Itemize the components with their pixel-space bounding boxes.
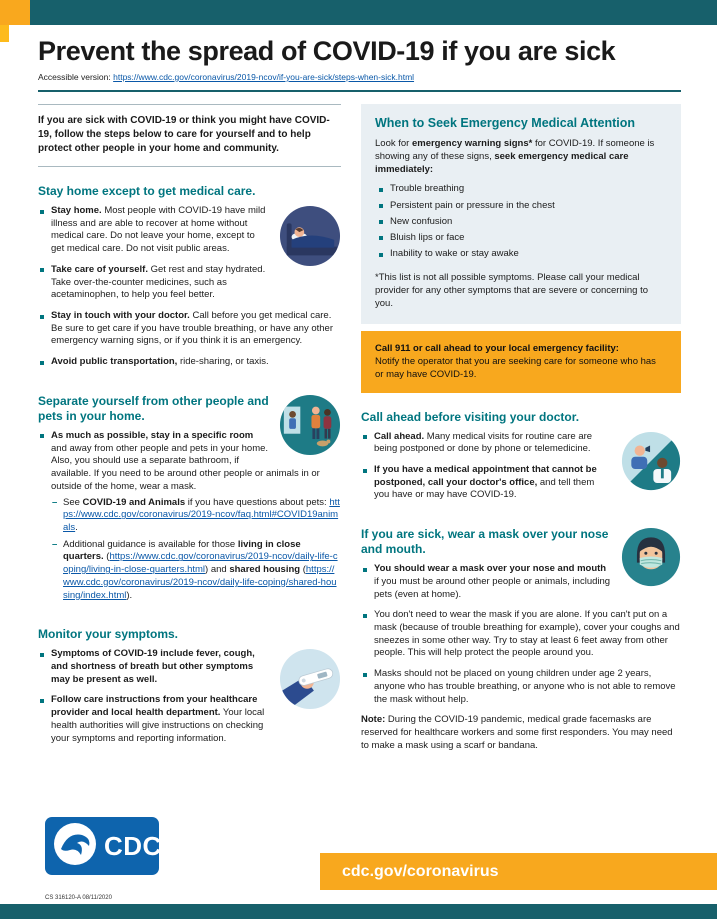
section-heading: Call ahead before visiting your doctor. xyxy=(361,409,580,424)
close-quarters-link[interactable]: https://www.cdc.gov/coronavirus/2019-ncov/daily-life-coping/living-in-close-quarters.html xyxy=(63,551,338,576)
shared-housing-link[interactable]: https://www.cdc.gov/coronavirus/2019-ncov/daily-life-coping/shared-housing/index.html xyxy=(63,564,337,601)
list-item: Avoid public transportation, ride-sharing, or taxis. xyxy=(38,356,341,369)
intro-paragraph: If you are sick with COVID-19 or think you might have COVID-19, follow the steps below to care for yourself and to help protect other people in your home and community. xyxy=(38,104,341,167)
section-heading: Separate yourself from other people and pets in your home. xyxy=(38,393,269,423)
mask-note: Note: During the COVID-19 pandemic, medical grade facemasks are reserved for healthcare workers and some first responders. You may need to make a mask using a scarf or bandana. xyxy=(361,714,673,751)
list-item: New confusion xyxy=(377,216,667,229)
list-item: Call ahead. Many medical visits for routine care are being postponed or done by phone or telemedicine. xyxy=(361,431,681,456)
two-column-layout xyxy=(38,104,681,753)
sub-list-item: – Additional guidance is available for those living in close quarters. (https://www.cdc.gov/coronavirus/2019-ncov/daily-life-coping/living-in-close-quarters.html) and shared housing (https://www.cdc.gov/coronavirus/2019-ncov/daily-life-coping/shared-housing/index.html). xyxy=(52,539,341,603)
list-item: You should wear a mask over your nose and mouth if you must be around other people or animals, including pets (even at home). xyxy=(361,563,681,601)
list-item: Take care of yourself. Get rest and stay hydrated. Take over-the-counter medicines, such as acetaminophen, to help you feel better. xyxy=(38,264,341,302)
footer-orange-bar xyxy=(320,853,717,890)
mask-list xyxy=(361,563,681,706)
right-column xyxy=(361,104,681,753)
monitor-list xyxy=(38,648,341,745)
footer-url: cdc.gov/coronavirus xyxy=(342,862,499,880)
list-item: You don't need to wear the mask if you are alone. If you can't put on a mask (because of trouble breathing for example), cover your coughs and sneezes in some other way. Try to stay at least 6 feet away from other people. This will help protect the people around you. xyxy=(361,609,681,660)
hhs-seal-icon xyxy=(53,822,97,871)
emergency-heading: When to Seek Emergency Medical Attention xyxy=(375,116,636,130)
list-item: Trouble breathing xyxy=(377,183,667,196)
section-mask xyxy=(361,527,681,752)
accessible-version-label: Accessible version: xyxy=(38,72,114,82)
section-stay-home xyxy=(38,184,341,377)
orange-corner-square xyxy=(0,0,30,25)
accessible-version-line xyxy=(38,72,681,82)
call-911-box: Call 911 or call ahead to your local emergency facility: Notify the operator that you are seeking care for someone who has or may have COVID-19. xyxy=(361,331,681,392)
bottom-teal-bar xyxy=(0,904,717,919)
emergency-footnote: *This list is not all possible symptoms. Please call your medical provider for any other symptoms that are severe or concerning to you. xyxy=(375,271,648,310)
section-separate xyxy=(38,394,341,610)
call-ahead-list xyxy=(361,431,681,503)
section-heading: If you are sick, wear a mask over your nose and mouth. xyxy=(361,527,609,557)
cdc-logo xyxy=(45,817,162,875)
header-rule xyxy=(38,90,681,92)
list-item: Stay in touch with your doctor. Call before you get medical care. Be sure to get care if you have trouble breathing, or have any other emergency warning signs, or if you think it is an emergency. xyxy=(38,310,341,348)
page-title: Prevent the spread of COVID-19 if you are sick xyxy=(38,36,616,66)
list-item: Bluish lips or face xyxy=(377,232,667,245)
emergency-lead: Look for emergency warning signs* for COVID-19. If someone is showing any of these signs, seek emergency medical care immediately: xyxy=(375,138,655,176)
cdc-logo-text: CDC xyxy=(104,830,162,861)
list-item: Persistent pain or pressure in the chest xyxy=(377,200,667,213)
section-monitor xyxy=(38,627,341,753)
page-content xyxy=(38,36,681,753)
list-item: Inability to wake or stay awake xyxy=(377,248,667,261)
section-heading: Monitor your symptoms. xyxy=(38,627,179,642)
document-number: CS 316120-A 08/11/2020 xyxy=(45,895,112,901)
separate-sublist xyxy=(52,497,341,603)
list-item: Stay home. Most people with COVID-19 have mild illness and are able to recover at home without medical care. Do not leave your home, except to get medical care. Do not visit public areas. xyxy=(38,205,341,256)
list-item: If you have a medical appointment that cannot be postponed, call your doctor's office, and tell them you have or may have COVID-19. xyxy=(361,464,681,502)
warning-signs-list xyxy=(377,183,667,261)
gold-notch xyxy=(0,25,9,42)
list-item: As much as possible, stay in a specific room and away from other people and pets in your home. Also, you should use a separate bathroom, if available. If you need to be around other people or animals in or outside of the home, wear a mask. – See COVID-19 and Animals if you have questions about pets: https://www.cdc.gov/coronavirus/2019-ncov/faq.html#COVID19animals. – Additional guidance is available for those living in close quarters. (https://www.cdc.gov/coronavirus/2019-ncov/daily-life-coping/living-in-close-quarters.html) and shared housing (https://www.cdc.gov/coronavirus/2019-ncov/daily-life-coping/shared-housing/index.html). xyxy=(38,430,341,602)
top-teal-bar xyxy=(0,0,717,25)
section-call-ahead xyxy=(361,410,681,511)
list-item: Masks should not be placed on young children under age 2 years, anyone who has trouble breathing, or anyone who is not able to remove the mask without help. xyxy=(361,668,681,706)
accessible-version-link[interactable]: https://www.cdc.gov/coronavirus/2019-ncov/if-you-are-sick/steps-when-sick.html xyxy=(113,72,415,82)
left-column xyxy=(38,104,341,753)
separate-list xyxy=(38,430,341,602)
emergency-attention-box xyxy=(361,104,681,324)
list-item: Follow care instructions from your healthcare provider and local health department. Your local health authorities will give instructions on checking your symptoms and reporting information. xyxy=(38,694,341,745)
animals-link[interactable]: https://www.cdc.gov/coronavirus/2019-ncov/faq.html#COVID19animals xyxy=(63,496,340,533)
list-item: Symptoms of COVID-19 include fever, cough, and shortness of breath but other symptoms may be present as well. xyxy=(38,648,341,686)
stay-home-list xyxy=(38,205,341,369)
sub-list-item: – See COVID-19 and Animals if you have questions about pets: https://www.cdc.gov/coronavirus/2019-ncov/faq.html#COVID19animals. xyxy=(52,497,341,535)
section-heading: Stay home except to get medical care. xyxy=(38,184,256,198)
